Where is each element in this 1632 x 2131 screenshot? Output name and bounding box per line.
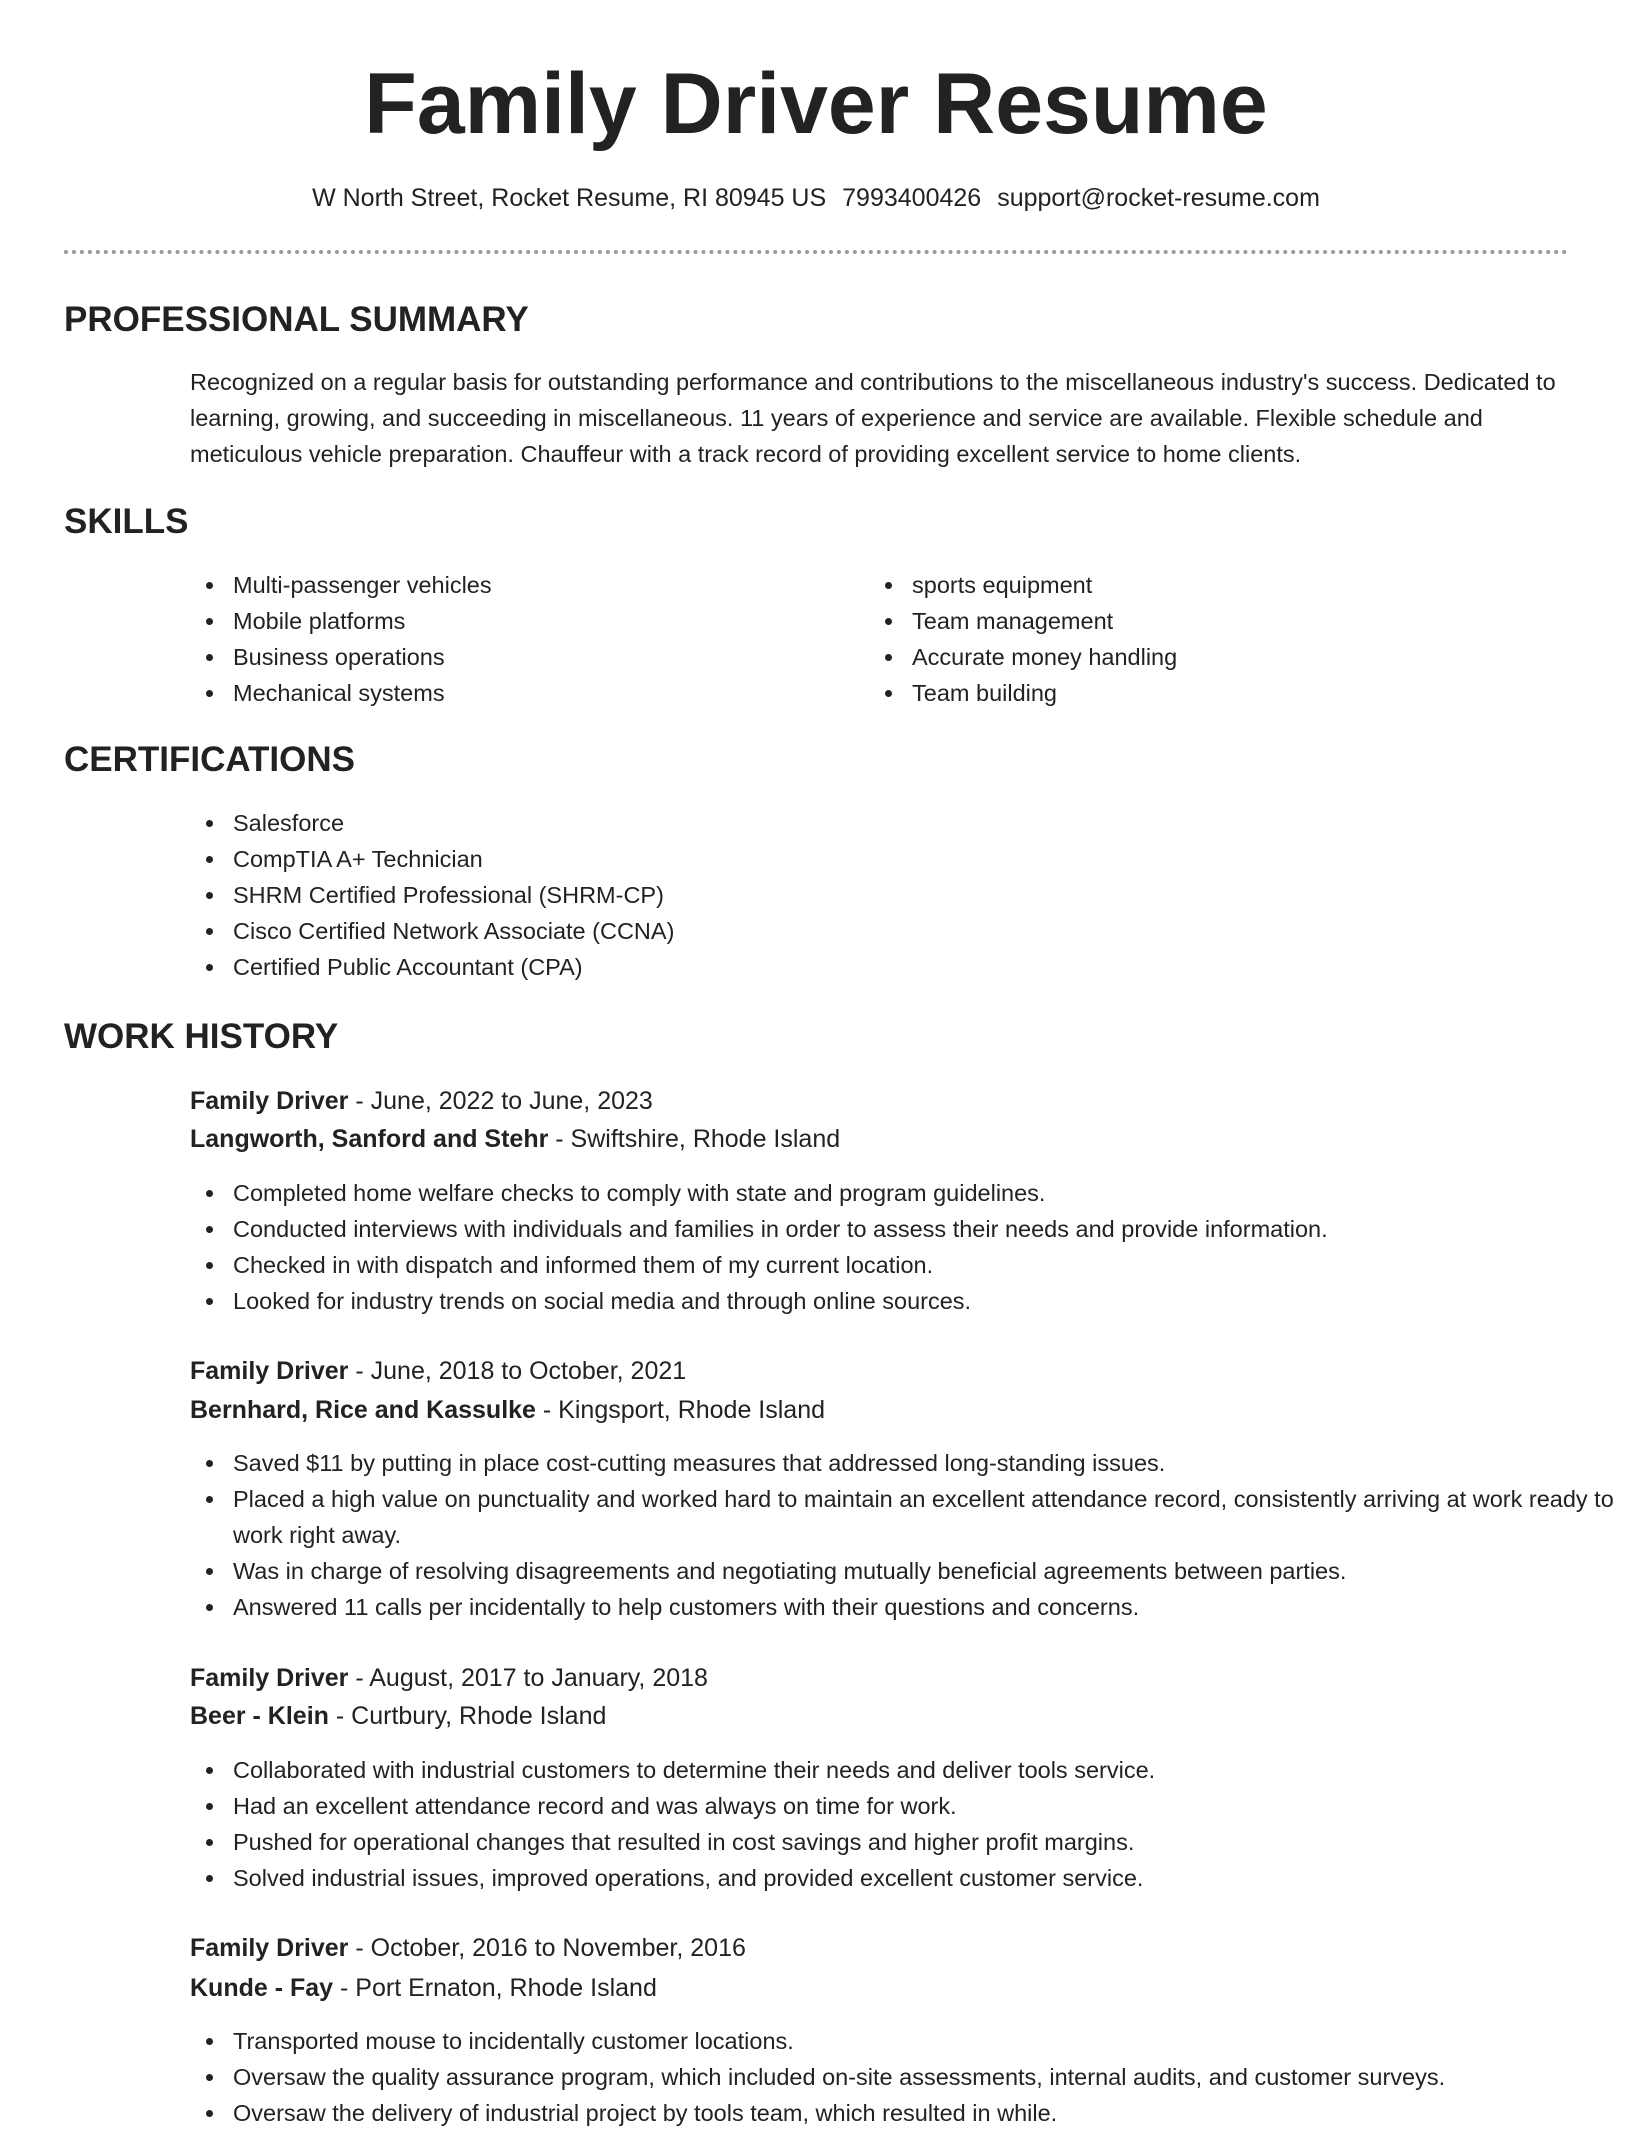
certification-item: Salesforce (233, 805, 1533, 841)
job-title: Family Driver (190, 1357, 349, 1385)
job-bullet: Oversaw the delivery of industrial project by tools team, which resulted in while. (233, 2095, 1632, 2131)
resume-title: Family Driver Resume (364, 56, 1268, 152)
section-title-work-history: WORK HISTORY (64, 1017, 339, 1056)
job-location: - Port Ernaton, Rhode Island (333, 1974, 657, 2002)
job-dates: - June, 2018 to October, 2021 (348, 1357, 687, 1385)
job-title-line (190, 1660, 708, 1696)
skill-item: Accurate money handling (912, 639, 1552, 675)
job-bullets (190, 2023, 1632, 2131)
job-company-line (190, 1121, 840, 1157)
job-title-line (190, 1083, 653, 1119)
job-bullet: Answered 11 calls per incidentally to help customers with their questions and concerns. (233, 1589, 1632, 1625)
certification-item: SHRM Certified Professional (SHRM-CP) (233, 877, 1533, 913)
skill-item: Mechanical systems (233, 675, 873, 711)
job-bullet: Looked for industry trends on social media and through online sources. (233, 1283, 1632, 1319)
skill-item: Mobile platforms (233, 603, 873, 639)
skill-item: Multi-passenger vehicles (233, 567, 873, 603)
skill-item: sports equipment (912, 567, 1552, 603)
job-bullet: Pushed for operational changes that resulted in cost savings and higher profit margins. (233, 1824, 1632, 1860)
job-location: - Kingsport, Rhode Island (535, 1396, 826, 1424)
certifications-list (190, 805, 1533, 985)
job-location: - Curtbury, Rhode Island (328, 1702, 607, 1730)
job-bullets (190, 1752, 1632, 1896)
skill-item: Business operations (233, 639, 873, 675)
job-bullet: Oversaw the quality assurance program, which included on-site assessments, internal audits, and customer surveys. (233, 2059, 1632, 2095)
job-company: Langworth, Sanford and Stehr (190, 1125, 549, 1153)
certification-item: CompTIA A+ Technician (233, 841, 1533, 877)
job-company-line (190, 1970, 657, 2006)
job-title: Family Driver (190, 1934, 349, 1962)
section-title-summary: PROFESSIONAL SUMMARY (64, 300, 529, 339)
section-title-certifications: CERTIFICATIONS (64, 740, 356, 779)
contact-address: W North Street, Rocket Resume, RI 80945 US (312, 184, 827, 212)
job-bullet: Transported mouse to incidentally customer locations. (233, 2023, 1632, 2059)
job-dates: - June, 2022 to June, 2023 (348, 1087, 653, 1115)
job-bullet: Completed home welfare checks to comply with state and program guidelines. (233, 1175, 1632, 1211)
skills-list-right (869, 567, 1552, 711)
job-bullets (190, 1445, 1632, 1625)
certification-item: Cisco Certified Network Associate (CCNA) (233, 913, 1533, 949)
job-bullets (190, 1175, 1632, 1319)
job-dates: - August, 2017 to January, 2018 (348, 1664, 708, 1692)
contact-phone: 7993400426 (842, 184, 982, 212)
job-company: Bernhard, Rice and Kassulke (190, 1396, 536, 1424)
job-company: Beer - Klein (190, 1702, 329, 1730)
job-title: Family Driver (190, 1087, 349, 1115)
job-title: Family Driver (190, 1664, 349, 1692)
skills-list-left (190, 567, 873, 711)
summary-text: Recognized on a regular basis for outstanding performance and contributions to the miscellaneous industry's success. Dedicated to learning, growing, and succeeding in miscellaneous. 11 years of experience and service are available. Flexible schedule and meticulous vehicle preparation. Chauffeur with a track record of providing excellent service to home clients. (190, 369, 1556, 467)
job-title-line (190, 1930, 746, 1966)
job-bullet: Solved industrial issues, improved operations, and provided excellent customer service. (233, 1860, 1632, 1896)
job-bullet: Placed a high value on punctuality and worked hard to maintain an excellent attendance record, consistently arriving at work ready to work right away. (233, 1481, 1632, 1553)
contact-line (0, 181, 1632, 215)
section-title-skills: SKILLS (64, 502, 189, 541)
job-dates: - October, 2016 to November, 2016 (348, 1934, 746, 1962)
job-company: Kunde - Fay (190, 1974, 334, 2002)
job-company-line (190, 1392, 825, 1428)
job-bullet: Was in charge of resolving disagreements and negotiating mutually beneficial agreements between parties. (233, 1553, 1632, 1589)
skill-item: Team building (912, 675, 1552, 711)
certification-item: Certified Public Accountant (CPA) (233, 949, 1533, 985)
job-bullet: Conducted interviews with individuals and families in order to assess their needs and provide information. (233, 1211, 1632, 1247)
job-location: - Swiftshire, Rhode Island (548, 1125, 841, 1153)
header-divider (64, 250, 1568, 254)
contact-email[interactable]: support@rocket-resume.com (997, 184, 1320, 212)
job-bullet: Had an excellent attendance record and was always on time for work. (233, 1788, 1632, 1824)
job-bullet: Collaborated with industrial customers to determine their needs and deliver tools service. (233, 1752, 1632, 1788)
job-bullet: Checked in with dispatch and informed them of my current location. (233, 1247, 1632, 1283)
job-bullet: Saved $11 by putting in place cost-cutting measures that addressed long-standing issues. (233, 1445, 1632, 1481)
skill-item: Team management (912, 603, 1552, 639)
job-company-line (190, 1698, 606, 1734)
job-title-line (190, 1353, 686, 1389)
